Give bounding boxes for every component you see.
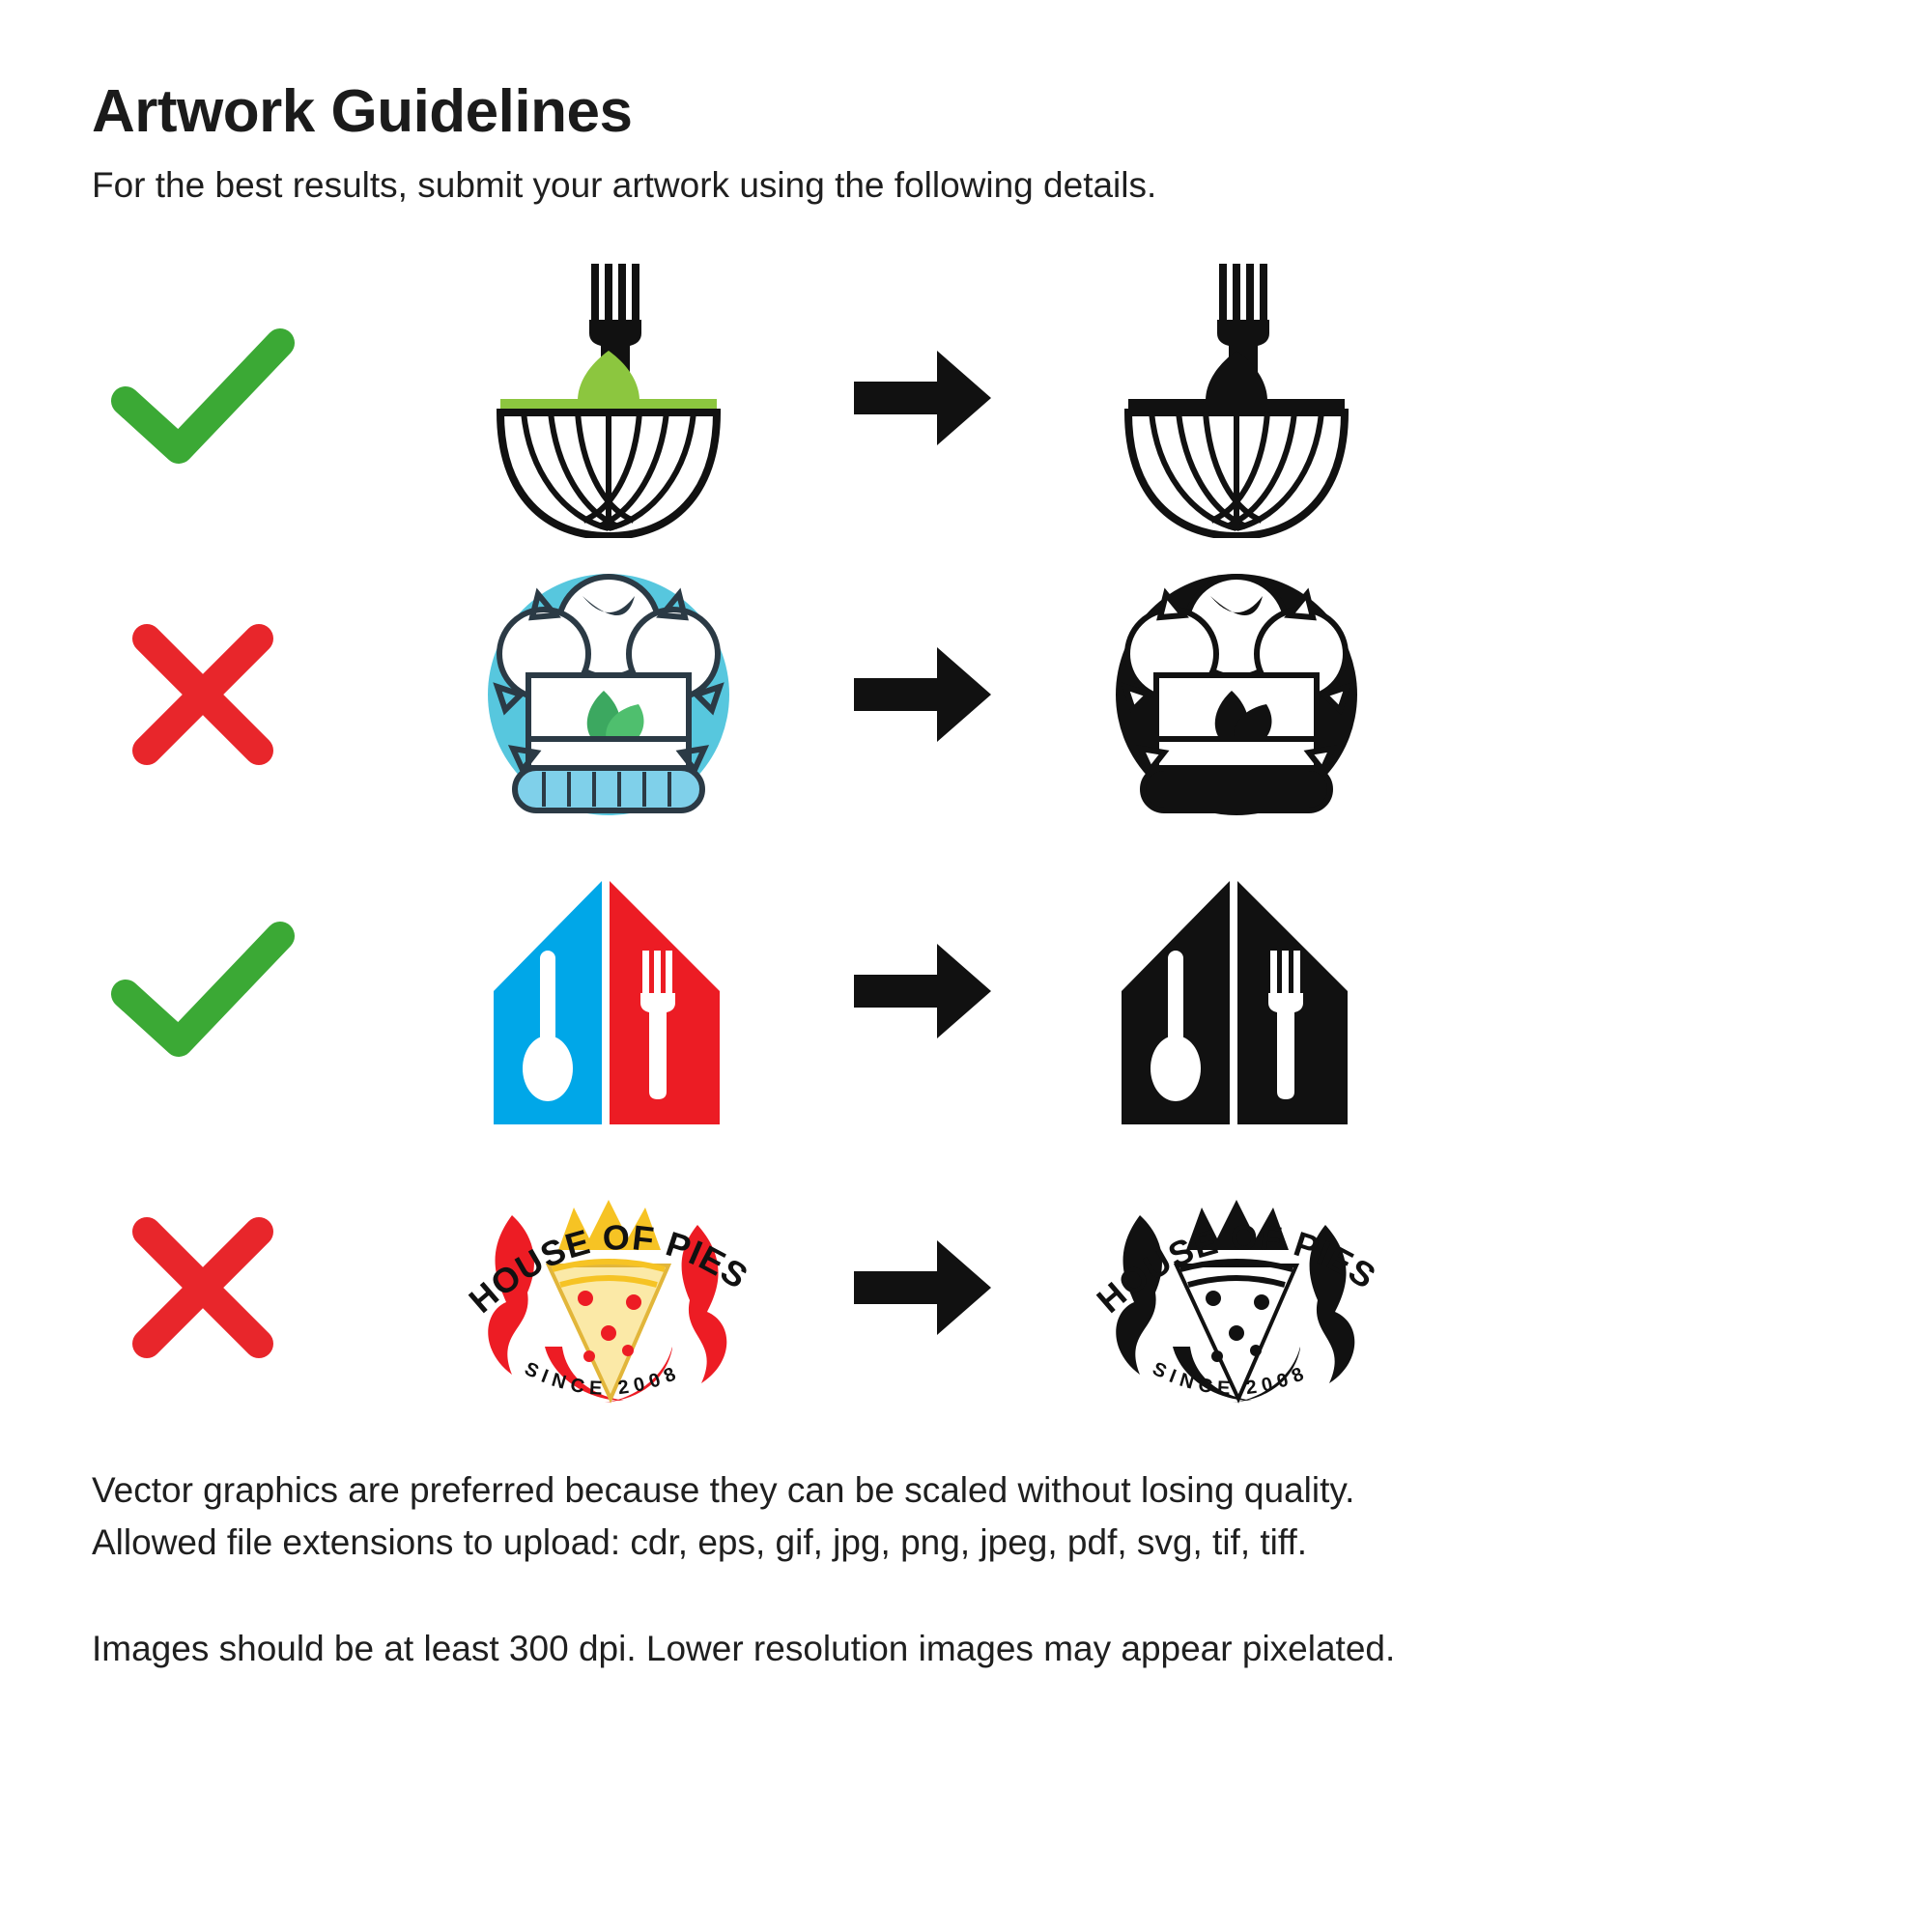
row-2-arrow [811,641,1034,748]
page-footer [0,1435,1932,1674]
arrow-right-icon [850,641,995,748]
pizza-since-text: SINCE 2008 [521,1357,685,1400]
page-header [0,0,1932,209]
check-mark-icon [111,919,295,1064]
footer-line-vector: Vector graphics are preferred because they can be scaled without losing quality. [92,1470,1355,1511]
arrow-right-icon [850,345,995,451]
row-1-arrow [811,345,1034,451]
guideline-row [0,842,1932,1139]
house-of-pies-logo-bw [1034,1157,1439,1418]
house-of-pies-logo [406,1157,811,1418]
row-4-arrow [811,1235,1034,1341]
chef-hat-logo-bw [1034,559,1439,830]
footer-line-dpi: Images should be at least 300 dpi. Lower resolution images may appear pixelated. [92,1628,1396,1668]
row-1-mark [0,326,406,470]
check-mark-icon [111,326,295,470]
house-cutlery-logo-bw [1034,846,1439,1136]
guideline-row [0,546,1932,842]
house-cutlery-logo [406,846,811,1136]
guideline-row [0,1139,1932,1435]
noodle-bowl-logo [406,258,811,538]
cross-mark-icon [126,617,280,772]
footer-line-extensions: Allowed file extensions to upload: cdr, eps, gif, jpg, png, jpeg, pdf, svg, tif, tiff. [92,1521,1308,1562]
pizza-since-text-bw: SINCE 2008 [1149,1357,1313,1400]
row-4-mark [0,1210,406,1365]
row-3-arrow [811,938,1034,1044]
arrow-right-icon [850,938,995,1044]
pizza-brand-text: HOUSE OF PIES [461,1216,756,1321]
pizza-brand-text-bw: HOUSE OF PIES [1089,1216,1384,1321]
row-3-mark [0,919,406,1064]
guideline-row [0,249,1932,546]
page-title: Artwork Guidelines [92,78,633,145]
cross-mark-icon [126,1210,280,1365]
chef-hat-logo [406,559,811,830]
guideline-rows [0,249,1932,1435]
row-2-mark [0,617,406,772]
footer-spacer [92,1569,1932,1623]
page-subtitle: For the best results, submit your artwork using the following details. [92,165,1157,206]
arrow-right-icon [850,1235,995,1341]
noodle-bowl-logo-bw [1034,258,1439,538]
